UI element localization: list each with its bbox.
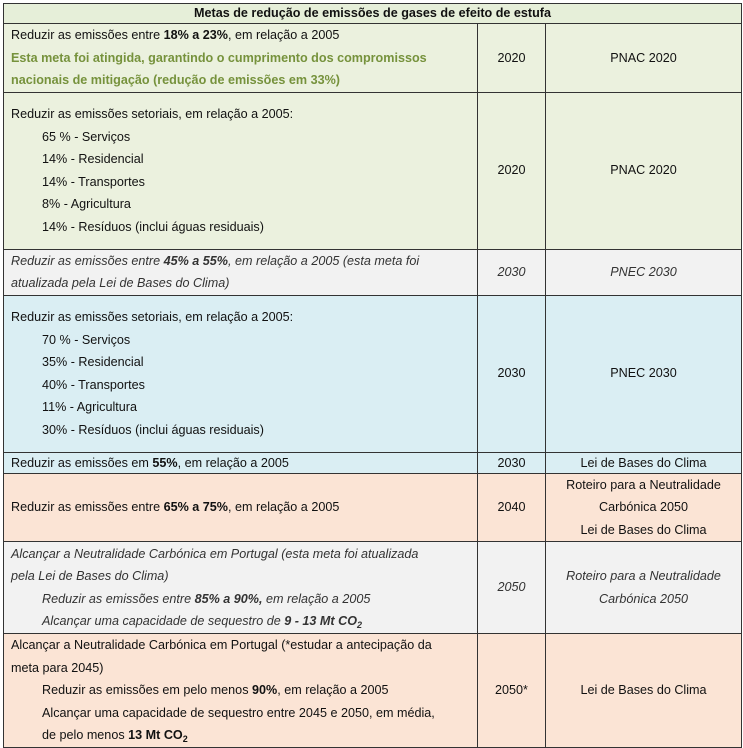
sector-item: 14% - Residencial <box>42 152 144 166</box>
sector-item: 11% - Agricultura <box>42 400 137 414</box>
goal-source: PNAC 2020 <box>546 24 742 93</box>
goal-description: Reduzir as emissões setoriais, em relação a 2005: 70 % - Serviços 35% - Residencial 40% - Transportes 11% - Agricultura 30% - Resíduos (inclui águas residuais) <box>4 295 478 452</box>
goal-year: 2020 <box>478 92 546 249</box>
goal-source: Roteiro para a Neutralidade Carbónica 2050 Lei de Bases do Clima <box>546 473 742 542</box>
goal-year: 2030 <box>478 452 546 473</box>
goal-source: PNEC 2030 <box>546 295 742 452</box>
table-row <box>4 542 742 634</box>
goal-source: Lei de Bases do Clima <box>546 452 742 473</box>
goal-note: nacionais de mitigação (redução de emissões em 33%) <box>11 73 340 87</box>
goal-year: 2020 <box>478 24 546 93</box>
goal-year: 2050 <box>478 542 546 634</box>
sector-item: 35% - Residencial <box>42 355 144 369</box>
table-row <box>4 295 742 452</box>
table-row <box>4 634 742 748</box>
table-row <box>4 24 742 93</box>
goal-description: Reduzir as emissões setoriais, em relação a 2005: 65 % - Serviços 14% - Residencial 14% - Transportes 8% - Agricultura 14% - Resíduos (inclui águas residuais) <box>4 92 478 249</box>
table-row <box>4 249 742 295</box>
sector-item: 30% - Resíduos (inclui águas residuais) <box>42 422 264 437</box>
table-row <box>4 452 742 473</box>
goal-year: 2040 <box>478 473 546 542</box>
table-row <box>4 92 742 249</box>
goal-description: Reduzir as emissões entre 18% a 23%, em relação a 2005 Esta meta foi atingida, garantindo o cumprimento dos compromissos nacionais de mitigação (redução de emissões em 33%) <box>4 24 478 93</box>
goal-source: Roteiro para a Neutralidade Carbónica 2050 <box>546 542 742 634</box>
goal-source: Lei de Bases do Clima <box>546 634 742 748</box>
table-title: Metas de redução de emissões de gases de efeito de estufa <box>4 4 742 24</box>
sector-item: 8% - Agricultura <box>42 197 131 211</box>
goal-source: PNEC 2030 <box>546 249 742 295</box>
sector-item: 40% - Transportes <box>42 377 145 392</box>
goal-description: Reduzir as emissões em 55%, em relação a 2005 <box>4 452 478 473</box>
goal-year: 2050* <box>478 634 546 748</box>
goal-note: Esta meta foi atingida, garantindo o cumprimento dos compromissos <box>11 50 427 65</box>
goal-description: Reduzir as emissões entre 45% a 55%, em relação a 2005 (esta meta foi atualizada pela Lei de Bases do Clima) <box>4 249 478 295</box>
goal-description: Alcançar a Neutralidade Carbónica em Portugal (*estudar a antecipação da meta para 2045) Reduzir as emissões em pelo menos 90%, em relação a 2005 Alcançar uma capacidade de sequestro entre 2045 e 2050, em média, de pelo menos 13 Mt $CO_2$ <box>4 634 478 748</box>
sector-item: 70 % - Serviços <box>42 332 131 347</box>
goal-year: 2030 <box>478 249 546 295</box>
goal-description: Alcançar a Neutralidade Carbónica em Portugal (esta meta foi atualizada pela Lei de Bases do Clima) Reduzir as emissões entre 85% a 90%, em relação a 2005 Alcançar uma capacidade de sequestro de 9 - 13 Mt $CO_2$ <box>4 542 478 634</box>
sector-item: 65 % - Serviços <box>42 129 131 144</box>
emissions-goals-table <box>3 3 742 748</box>
goal-source: PNAC 2020 <box>546 92 742 249</box>
table-title-row <box>4 4 742 24</box>
goal-year: 2030 <box>478 295 546 452</box>
table-row <box>4 473 742 542</box>
sector-item: 14% - Resíduos (inclui águas residuais) <box>42 219 264 234</box>
goal-description: Reduzir as emissões entre 65% a 75%, em relação a 2005 <box>4 473 478 542</box>
sector-item: 14% - Transportes <box>42 174 145 189</box>
